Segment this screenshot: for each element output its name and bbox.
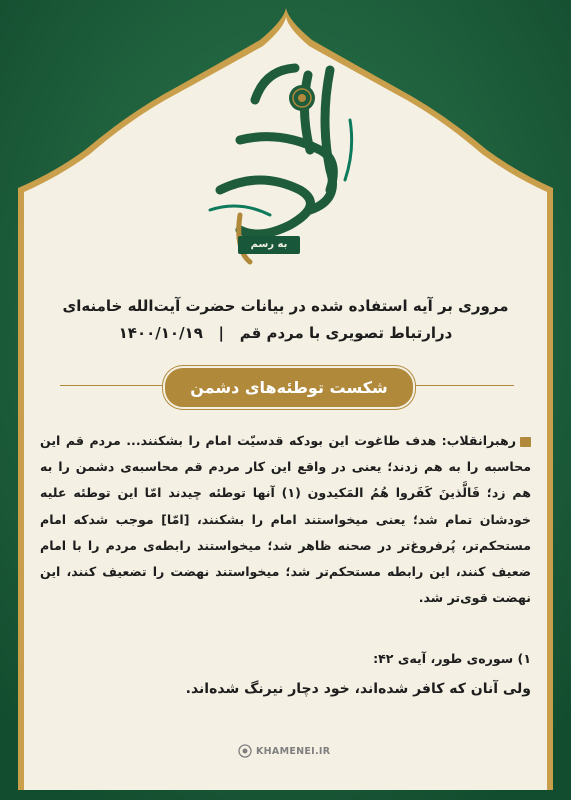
footer-brand bbox=[238, 743, 330, 759]
subtitle-line-2 bbox=[40, 324, 531, 342]
subtitle-line-1: مروری بر آیه استفاده شده در بیانات حضرت آیت‌الله خامنه‌ای bbox=[62, 297, 509, 315]
subtitle-date: ۱۴۰۰/۱۰/۱۹ bbox=[118, 324, 203, 342]
quote-icon bbox=[520, 437, 531, 447]
logo-tag: به رسم آیه‌ها bbox=[238, 236, 300, 254]
khamenei-logo-icon bbox=[238, 744, 252, 758]
banner-rule-right bbox=[410, 385, 514, 386]
banner-title: شکست توطئه‌های دشمن bbox=[190, 378, 388, 397]
section-banner bbox=[163, 366, 415, 409]
quote-text: رهبرانقلاب: هدف طاغوت این بودکه قدسیّت امام را بشکنند... مردم قم این محاسبه را به هم زدند؛ یعنی در واقع این کار مردم قم محاسبه‌ی دشمن را به هم زد؛ فَالَّذینَ کَفَروا هُمُ المَکیدون (۱) آنها توطئه چیدند امّا این توطئه علیه خودشان تمام شد؛ یعنی میخواستند امام را بشکنند، [امّا] موجب شدکه امام مستحکم‌تر، پُرفروغ‌تر در صحنه ظاهر شد؛ میخواستند رابطه‌ی مردم را با امام ضعیف کنند، این رابطه مستحکم‌تر شد؛ میخواستند نهضت را تضعیف کنند، این نهضت قوی‌تر شد. bbox=[40, 433, 531, 606]
footnote: ۱) سوره‌ی طور، آیه‌ی ۴۲: bbox=[373, 651, 531, 666]
subtitle-separator: | bbox=[218, 324, 225, 342]
verse-translation: ولی آنان که کافر شده‌اند، خود دچار نیرنگ شده‌اند. bbox=[185, 681, 531, 697]
banner-rule-left bbox=[60, 385, 164, 386]
subtitle-context: درارتباط تصویری با مردم قم bbox=[239, 324, 453, 342]
brand-text: KHAMENEI.IR bbox=[256, 745, 331, 757]
quote-paragraph bbox=[40, 428, 531, 611]
